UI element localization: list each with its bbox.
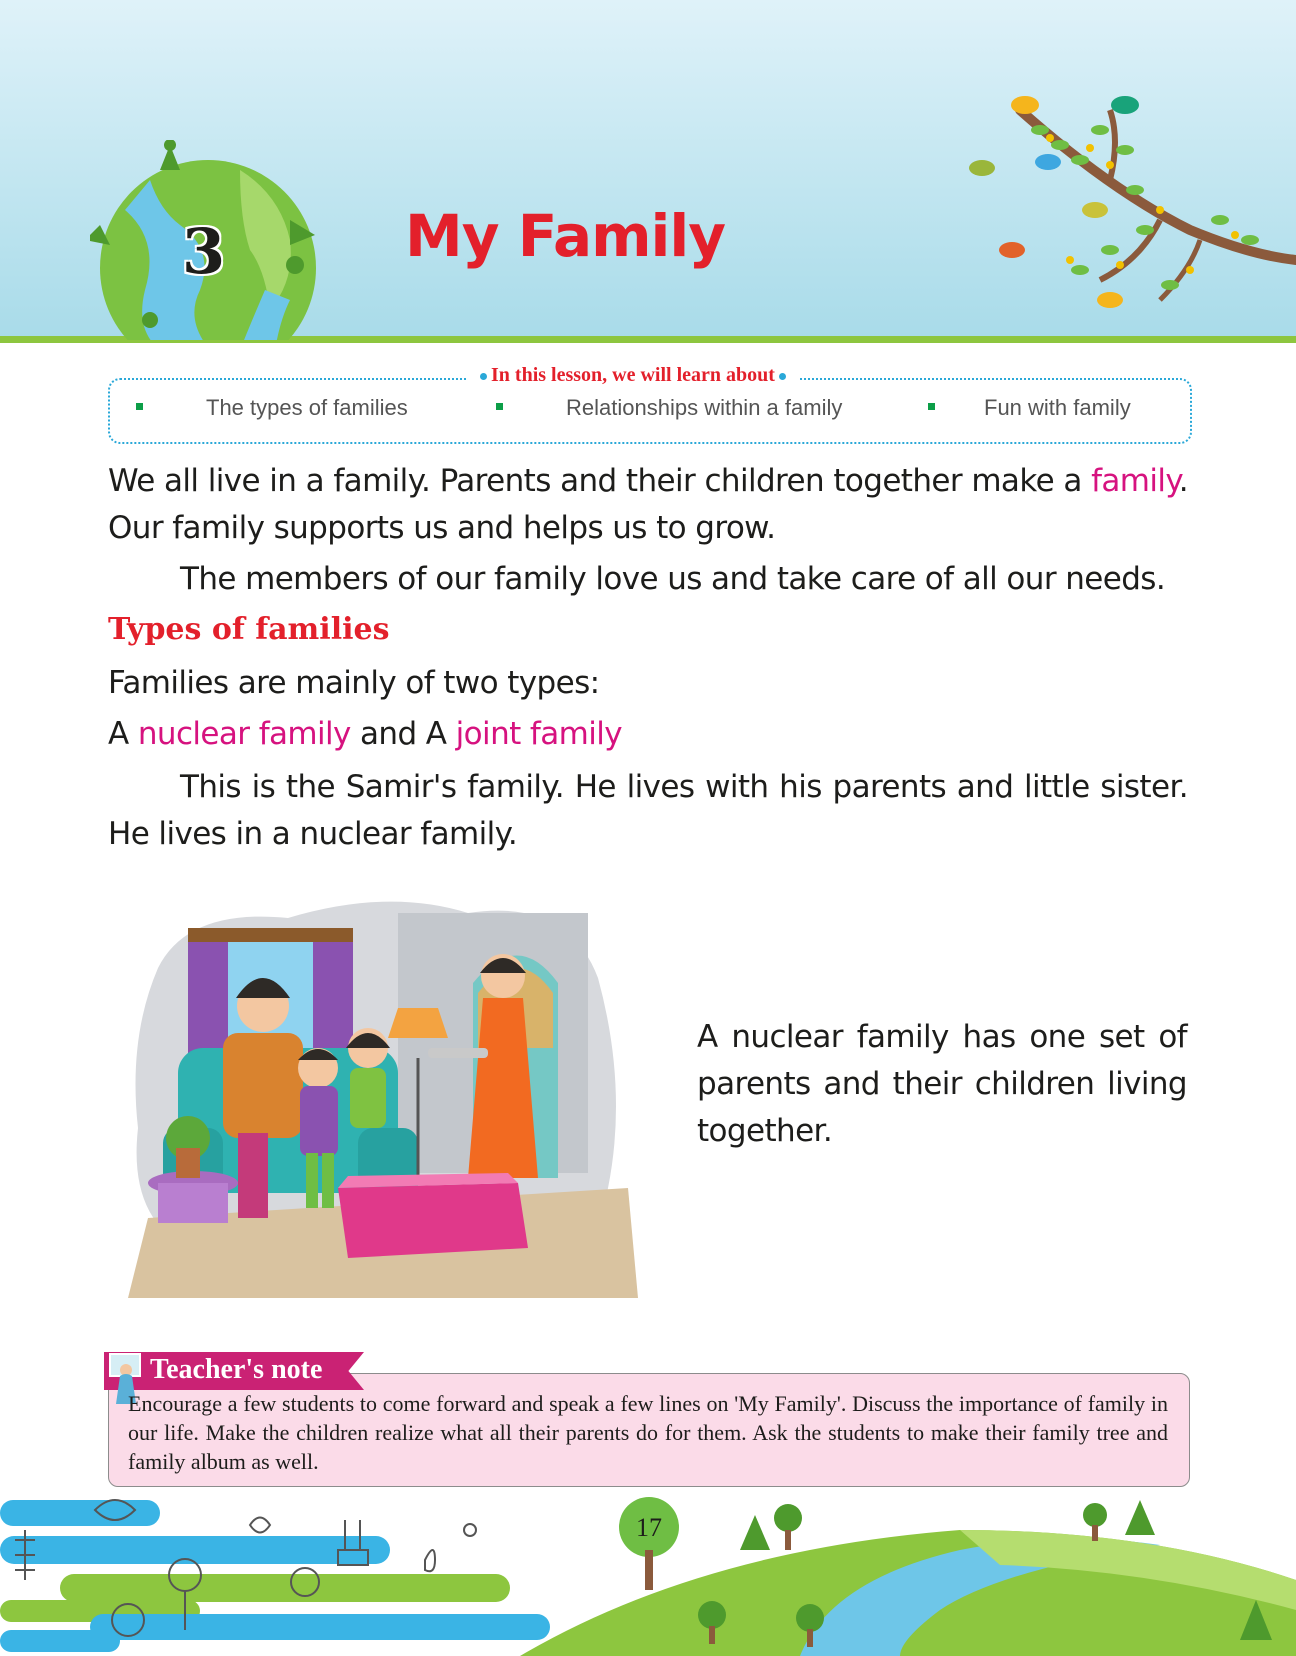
page-title: My Family <box>405 202 726 270</box>
section-heading: Types of families <box>108 612 390 647</box>
bullet-square-icon <box>136 403 143 410</box>
samir-paragraph: This is the Samir's family. He lives with his parents and little sister. He lives in a nuclear family. <box>108 769 1188 852</box>
bullet-dot-icon <box>480 373 487 380</box>
key-term-joint-family: joint family <box>455 716 622 752</box>
lesson-item: The types of families <box>206 395 408 420</box>
key-term-family: family <box>1091 463 1179 499</box>
branch-with-birds-illustration <box>960 70 1296 330</box>
types-text: A <box>108 716 138 752</box>
chapter-number: 3 <box>182 215 226 288</box>
lesson-item: Fun with family <box>984 395 1131 420</box>
intro-text: . Our family supports us and helps us to grow. <box>108 463 1188 546</box>
bullet-square-icon <box>496 403 503 410</box>
types-line: Families are mainly of two types: <box>108 665 600 701</box>
teacher-note-title: Teacher's note <box>150 1354 323 1385</box>
intro-paragraph-2: The members of our family love us and take care of all our needs. <box>180 561 1166 597</box>
teacher-note-text: Encourage a few students to come forward and speak a few lines on 'My Family'. Discuss the importance of family in our life. Make the children realize what all their parents do for them. Ask the students to make their family tree and family album as well. <box>128 1391 1168 1474</box>
key-term-nuclear-family: nuclear family <box>137 716 351 752</box>
bullet-square-icon <box>928 403 935 410</box>
bullet-dot-icon <box>779 373 786 380</box>
lesson-heading-text: In this lesson, we will learn about <box>491 364 775 386</box>
page-number: 17 <box>636 1513 662 1542</box>
intro-paragraph <box>108 458 1188 552</box>
lesson-objectives-heading <box>466 364 800 387</box>
lesson-item: Relationships within a family <box>566 395 843 420</box>
nuclear-family-definition: A nuclear family has one set of parents and their children living together. <box>697 1019 1187 1149</box>
types-line-2 <box>108 711 1188 758</box>
intro-text: We all live in a family. Parents and their children together make a <box>108 463 1092 499</box>
nuclear-family-illustration <box>128 888 638 1298</box>
types-text: and A <box>350 716 456 752</box>
